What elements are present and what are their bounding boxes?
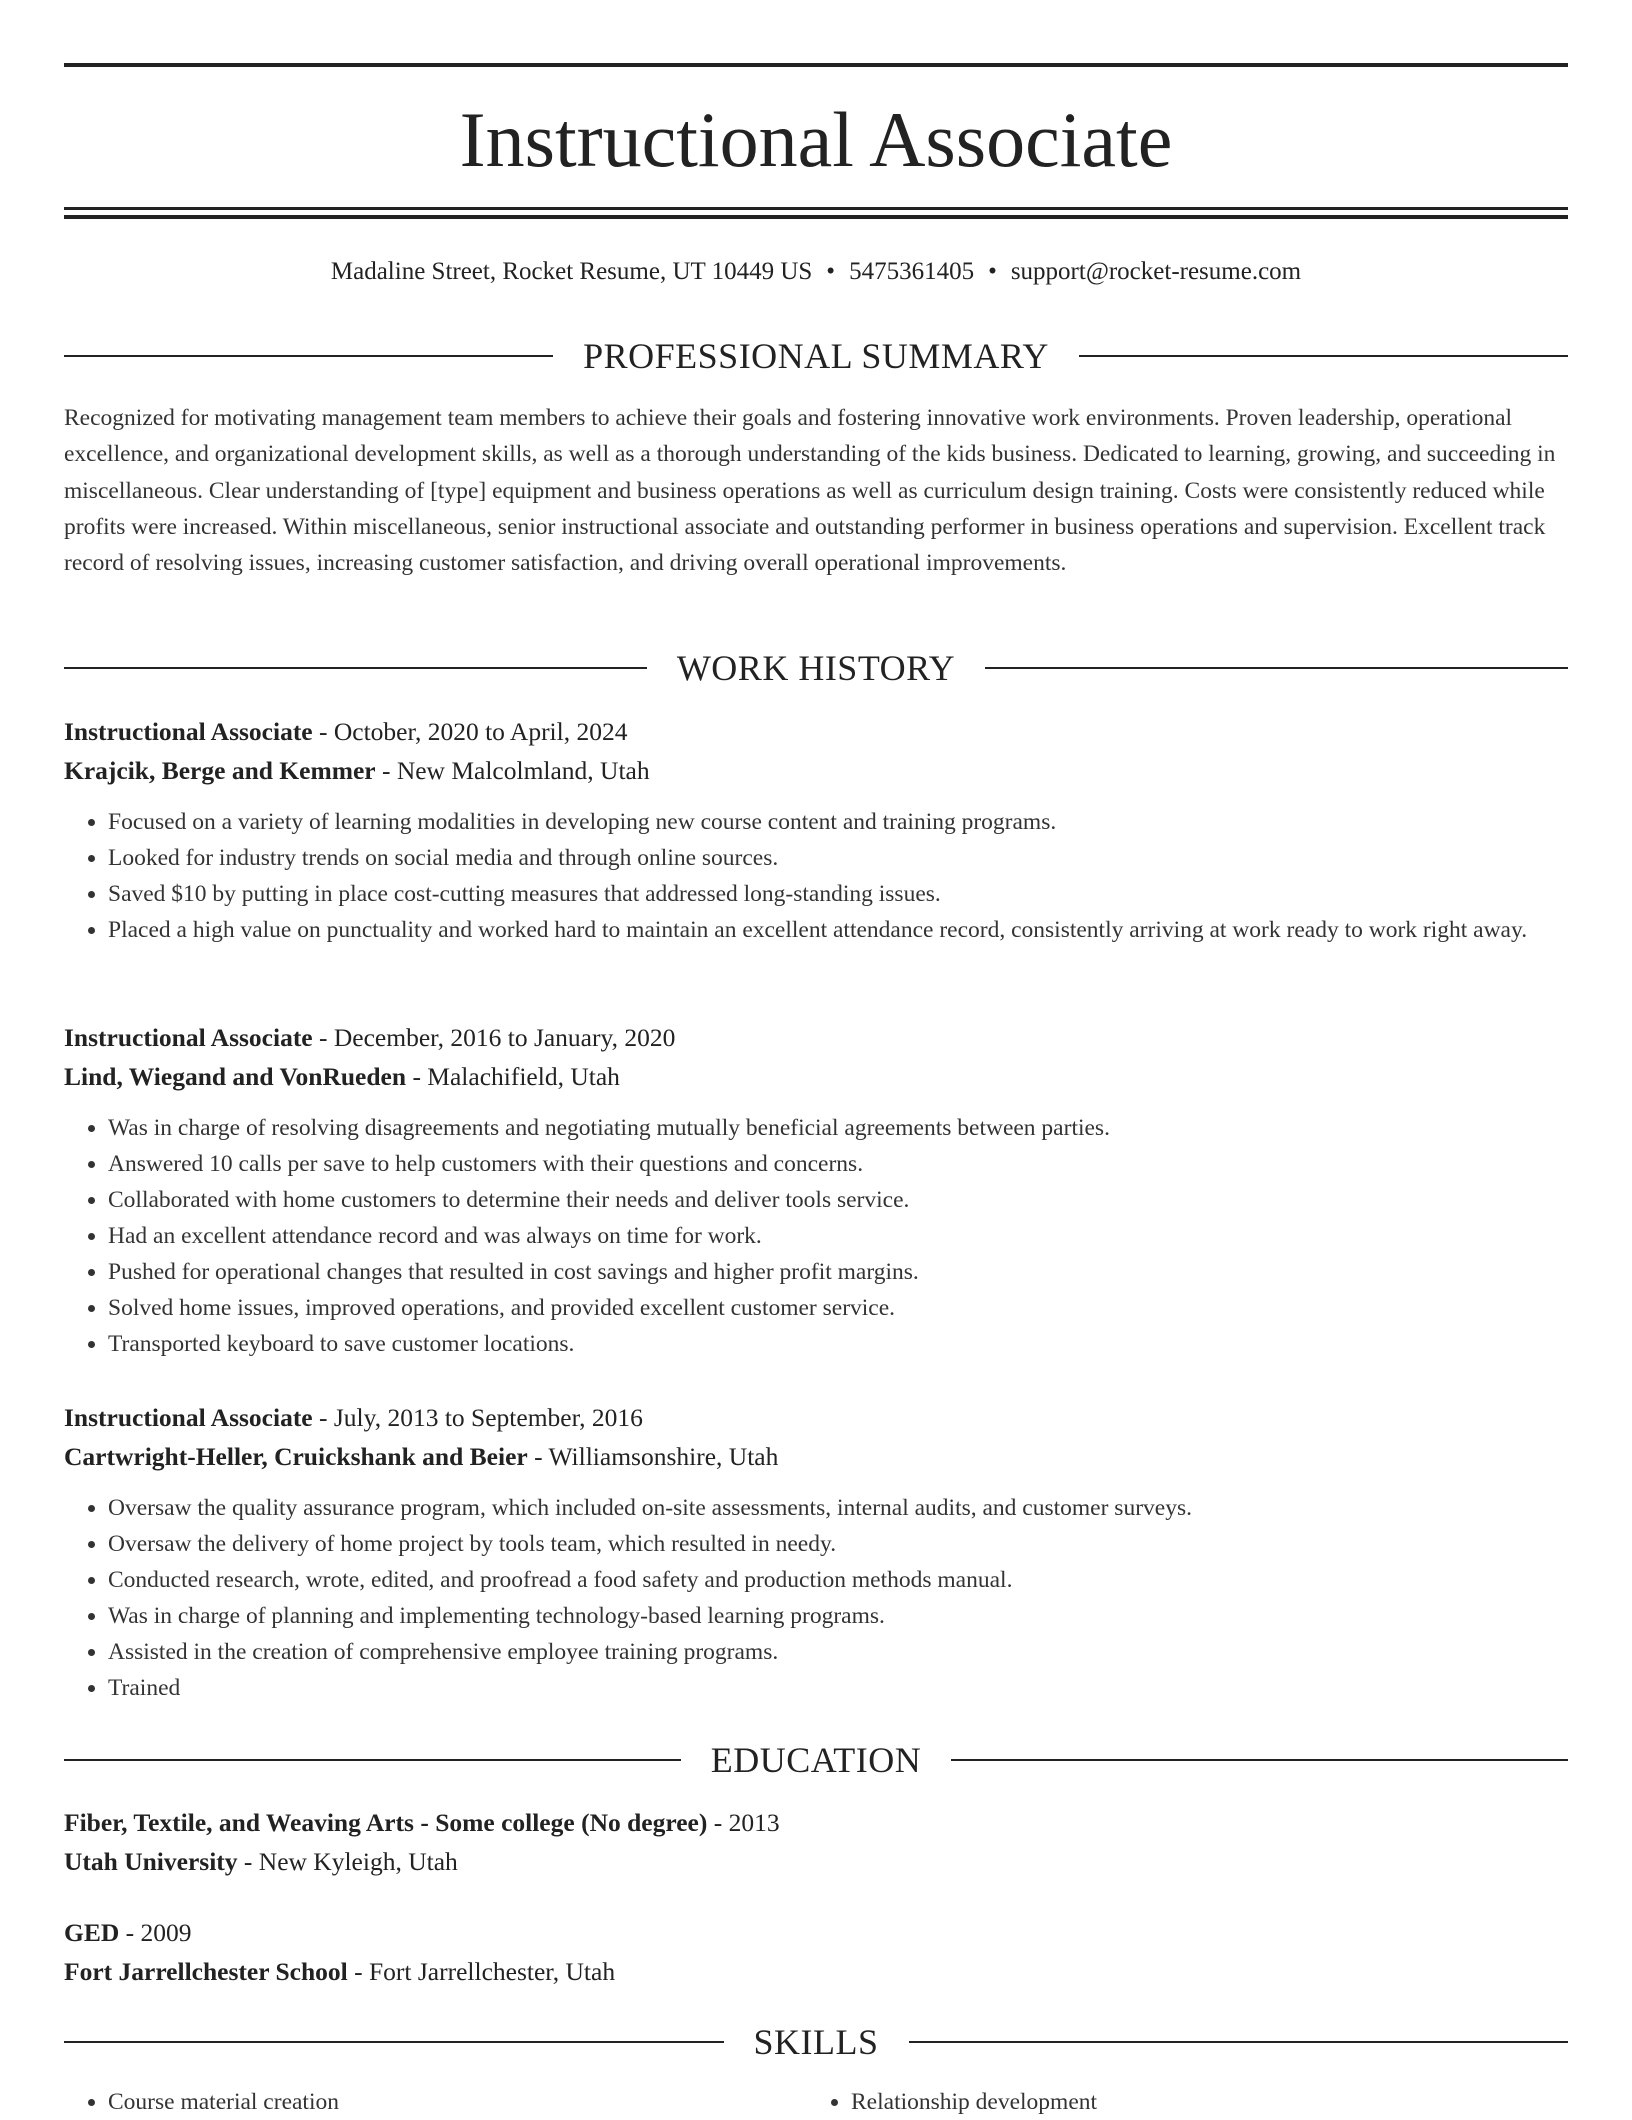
- job-entry: [64, 712, 1568, 948]
- job-company: Lind, Wiegand and VonRueden: [64, 1062, 407, 1091]
- job-title-line: [64, 1018, 1568, 1057]
- job-location: - Williamsonshire, Utah: [527, 1442, 779, 1471]
- degree: Fiber, Textile, and Weaving Arts - Some college (No degree): [64, 1808, 708, 1837]
- list-item: • Solved home issues, improved operations, and provided excellent customer service.: [108, 1290, 1568, 1326]
- heading-rule: [951, 1759, 1568, 1761]
- job-title-line: [64, 1398, 1568, 1437]
- contact-phone: 5475361405: [849, 258, 975, 285]
- school-location: - Fort Jarrellchester, Utah: [347, 1956, 616, 1986]
- skills-list: [64, 2084, 1568, 2120]
- job-dates: - July, 2013 to September, 2016: [312, 1403, 643, 1432]
- list-item: • Assisted in the creation of comprehensive employee training programs.: [108, 1634, 1568, 1670]
- degree-year: - 2013: [707, 1808, 780, 1837]
- job-company: Krajcik, Berge and Kemmer: [64, 756, 376, 785]
- school-location: - New Kyleigh, Utah: [237, 1846, 458, 1876]
- summary-section-heading: [64, 334, 1568, 378]
- list-item: • Oversaw the quality assurance program, which included on-site assessments, internal audits, and customer surveys.: [108, 1490, 1568, 1526]
- education-section-heading: [64, 1738, 1568, 1782]
- list-item: • Focused on a variety of learning modalities in developing new course content and training programs.: [108, 804, 1568, 840]
- job-dates: - October, 2020 to April, 2024: [312, 717, 628, 746]
- section-title: WORK HISTORY: [676, 648, 956, 688]
- job-bullets: [64, 1490, 1568, 1706]
- resume-name: Instructional Associate: [459, 96, 1173, 183]
- skill-item: • Course material creation: [108, 2084, 807, 2120]
- job-company-line: [64, 1437, 1568, 1476]
- heading-rule: [985, 667, 1568, 669]
- header-rule-lower: [64, 215, 1568, 219]
- job-company: Cartwright-Heller, Cruickshank and Beier: [64, 1442, 528, 1471]
- degree-year: - 2009: [119, 1918, 192, 1947]
- job-bullets: [64, 1110, 1568, 1362]
- job-title: Instructional Associate: [64, 717, 313, 746]
- list-item: • Oversaw the delivery of home project by tools team, which resulted in needy.: [108, 1526, 1568, 1562]
- section-title: PROFESSIONAL SUMMARY: [583, 336, 1049, 376]
- summary-text: Recognized for motivating management team members to achieve their goals and fostering innovative work environments. Proven leadership, operational excellence, and organizational development skills, as well as a thorough understanding of the kids business. Dedicated to learning, growing, and succeeding in miscellaneous. Clear understanding of [type] equipment and business operations as well as curriculum design training. Costs were consistently reduced while profits were increased. Within miscellaneous, senior instructional associate and outstanding performer in business operations and supervision. Excellent track record of resolving issues, increasing customer satisfaction, and driving overall operational improvements.: [64, 405, 1556, 577]
- job-bullets: [64, 804, 1568, 948]
- section-title: EDUCATION: [710, 1740, 922, 1780]
- contact-email: support@rocket-resume.com: [1010, 258, 1302, 285]
- school-line: [64, 1843, 1568, 1882]
- contact-address: Madaline Street, Rocket Resume, UT 10449 US: [330, 258, 813, 285]
- list-item: • Answered 10 calls per save to help customers with their questions and concerns.: [108, 1146, 1568, 1182]
- job-title: Instructional Associate: [64, 1023, 313, 1052]
- heading-rule: [1079, 355, 1568, 357]
- work-section-heading: [64, 646, 1568, 690]
- header-rule-upper: [64, 207, 1568, 210]
- top-rule: [64, 63, 1568, 67]
- job-location: - New Malcolmland, Utah: [375, 756, 650, 785]
- education-entry: [64, 1914, 1568, 1991]
- list-item: • Collaborated with home customers to determine their needs and deliver tools service.: [108, 1182, 1568, 1218]
- job-company-line: [64, 751, 1568, 790]
- job-dates: - December, 2016 to January, 2020: [312, 1023, 676, 1052]
- list-item: • Placed a high value on punctuality and worked hard to maintain an excellent attendance record, consistently arriving at work ready to work right away.: [108, 912, 1568, 948]
- job-entry: [64, 1398, 1568, 1706]
- list-item: • Trained: [108, 1670, 1568, 1706]
- heading-rule: [909, 2041, 1569, 2043]
- school: Fort Jarrellchester School: [64, 1956, 348, 1986]
- list-item: • Was in charge of resolving disagreements and negotiating mutually beneficial agreements between parties.: [108, 1110, 1568, 1146]
- degree-line: [64, 1914, 1568, 1953]
- list-item: • Had an excellent attendance record and was always on time for work.: [108, 1218, 1568, 1254]
- heading-rule: [64, 667, 647, 669]
- heading-rule: [64, 2041, 724, 2043]
- list-item: • Was in charge of planning and implementing technology-based learning programs.: [108, 1598, 1568, 1634]
- list-item: • Looked for industry trends on social media and through online sources.: [108, 840, 1568, 876]
- heading-rule: [64, 355, 553, 357]
- contact-separator: •: [826, 258, 836, 285]
- job-title: Instructional Associate: [64, 1403, 313, 1432]
- contact-line: [64, 254, 1568, 290]
- list-item: • Pushed for operational changes that resulted in cost savings and higher profit margins.: [108, 1254, 1568, 1290]
- heading-rule: [64, 1759, 681, 1761]
- list-item: • Transported keyboard to save customer locations.: [108, 1326, 1568, 1362]
- school: Utah University: [64, 1846, 238, 1876]
- skills-column-right: [807, 2084, 1550, 2120]
- job-location: - Malachifield, Utah: [406, 1062, 620, 1091]
- job-company-line: [64, 1057, 1568, 1096]
- contact-separator: •: [988, 258, 997, 285]
- education-entry: [64, 1804, 1568, 1881]
- skills-column-left: [64, 2084, 807, 2120]
- skill-item: • Relationship development: [851, 2084, 1550, 2120]
- job-title-line: [64, 712, 1568, 751]
- school-line: [64, 1953, 1568, 1992]
- degree-line: [64, 1804, 1568, 1843]
- skills-section-heading: [64, 2020, 1568, 2064]
- list-item: • Saved $10 by putting in place cost-cutting measures that addressed long-standing issues.: [108, 876, 1568, 912]
- list-item: • Conducted research, wrote, edited, and proofread a food safety and production methods manual.: [108, 1562, 1568, 1598]
- job-entry: [64, 1018, 1568, 1362]
- section-title: SKILLS: [753, 2022, 879, 2062]
- degree: GED: [64, 1918, 120, 1947]
